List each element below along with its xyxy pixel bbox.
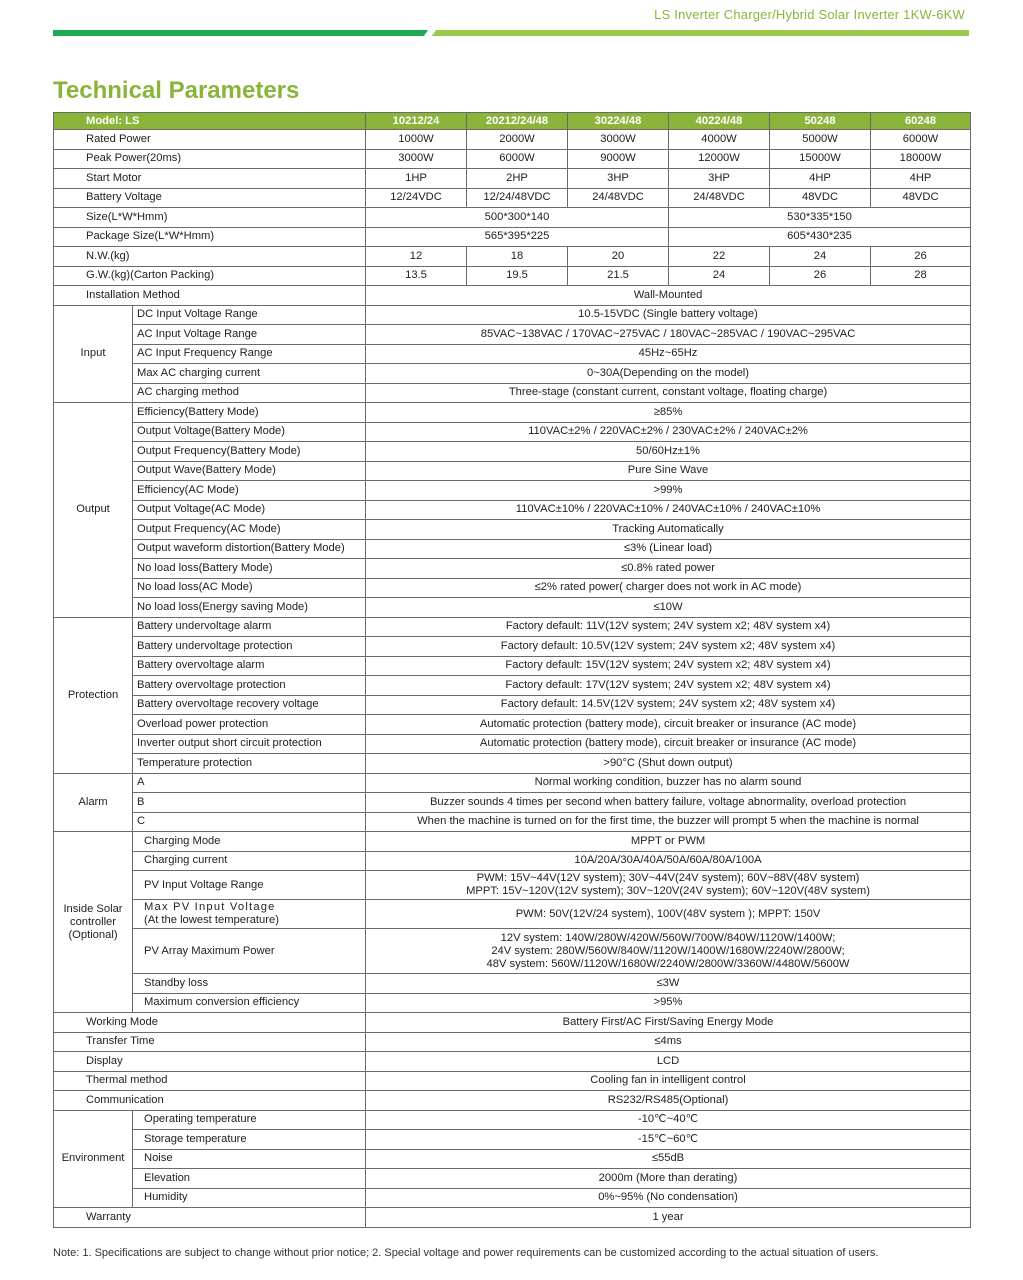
value-cell: 110VAC±2% / 220VAC±2% / 230VAC±2% / 240VAC±2% (366, 422, 971, 442)
value-cell: Factory default: 14.5V(12V system; 24V system x2; 48V system x4) (366, 695, 971, 715)
value-cell: >90°C (Shut down output) (366, 754, 971, 774)
row-label: Output waveform distortion(Battery Mode) (133, 539, 366, 559)
table-row (54, 734, 971, 754)
value-cell: Normal working condition, buzzer has no alarm sound (366, 773, 971, 793)
model-cell: 10212/24 (366, 113, 467, 130)
value-cell: 24 (669, 266, 770, 286)
value-cell: ≤10W (366, 598, 971, 618)
value-line: 12V system: 140W/280W/420W/560W/700W/840W/1120W/1400W; (500, 931, 836, 944)
value-cell: 12/24/48VDC (467, 188, 568, 208)
spec-table (53, 112, 971, 1228)
value-cell: LCD (366, 1052, 971, 1072)
row-label: Transfer Time (54, 1032, 366, 1052)
table-row (54, 227, 971, 247)
value-cell: 6000W (871, 130, 971, 150)
value-cell: ≤55dB (366, 1149, 971, 1169)
value-cell: 50/60Hz±1% (366, 442, 971, 462)
value-cell: Factory default: 17V(12V system; 24V system x2; 48V system x4) (366, 676, 971, 696)
table-row (54, 247, 971, 267)
value-cell: ≤3W (366, 974, 971, 994)
row-label: Noise (133, 1149, 366, 1169)
table-row (54, 286, 971, 306)
table-row (54, 481, 971, 501)
row-label: No load loss(Energy saving Mode) (133, 598, 366, 618)
table-row (54, 754, 971, 774)
row-label: Working Mode (54, 1013, 366, 1033)
value-cell: 28 (871, 266, 971, 286)
row-label: Battery overvoltage protection (133, 676, 366, 696)
value-cell: >99% (366, 481, 971, 501)
row-label: Output Wave(Battery Mode) (133, 461, 366, 481)
group-label-line: Inside Solar (63, 902, 123, 915)
value-cell: 20 (568, 247, 669, 267)
row-label: Display (54, 1052, 366, 1072)
value-cell: Cooling fan in intelligent control (366, 1071, 971, 1091)
value-cell: 3000W (568, 130, 669, 150)
row-label: AC charging method (133, 383, 366, 403)
value-cell: 3HP (568, 169, 669, 189)
value-cell: 3HP (669, 169, 770, 189)
table-row (54, 1032, 971, 1052)
row-label: Installation Method (54, 286, 366, 306)
value-cell: 110VAC±10% / 220VAC±10% / 240VAC±10% / 240VAC±10% (366, 500, 971, 520)
value-cell: When the machine is turned on for the first time, the buzzer will prompt 5 when the machine is normal (366, 812, 971, 832)
table-row (54, 130, 971, 150)
label-line: Max PV Input Voltage (144, 901, 276, 913)
table-row (54, 442, 971, 462)
value-cell: 13.5 (366, 266, 467, 286)
row-label: G.W.(kg)(Carton Packing) (54, 266, 366, 286)
table-row (54, 520, 971, 540)
table-row (54, 1149, 971, 1169)
value-cell: 2000W (467, 130, 568, 150)
value-cell: Automatic protection (battery mode), circuit breaker or insurance (AC mode) (366, 734, 971, 754)
value-cell: Factory default: 11V(12V system; 24V system x2; 48V system x4) (366, 617, 971, 637)
group-label-line: (Optional) (68, 928, 118, 941)
value-cell: 26 (770, 266, 871, 286)
group-label-line: controller (69, 915, 116, 928)
row-label: A (133, 773, 366, 793)
row-label: Efficiency(AC Mode) (133, 481, 366, 501)
row-label: PV Input Voltage Range (133, 871, 366, 900)
value-cell: Wall-Mounted (366, 286, 971, 306)
row-label: Start Motor (54, 169, 366, 189)
table-row (54, 578, 971, 598)
value-cell: 4HP (770, 169, 871, 189)
model-cell: 30224/48 (568, 113, 669, 130)
row-label: Output Frequency(Battery Mode) (133, 442, 366, 462)
table-row (54, 773, 971, 793)
model-label: Model: LS (54, 113, 366, 130)
value-cell: ≤0.8% rated power (366, 559, 971, 579)
value-cell: 1 year (366, 1208, 971, 1228)
value-line: MPPT: 15V~120V(12V system); 30V~120V(24V system); 60V~120V(48V system) (466, 885, 870, 897)
group-label-output: Output (54, 403, 133, 618)
value-cell: 12 (366, 247, 467, 267)
value-cell: 6000W (467, 149, 568, 169)
row-label: PV Array Maximum Power (133, 929, 366, 974)
value-cell: 565*395*225 (366, 227, 669, 247)
table-row (54, 598, 971, 618)
value-cell: 85VAC~138VAC / 170VAC~275VAC / 180VAC~285VAC / 190VAC~295VAC (366, 325, 971, 345)
value-cell: 24/48VDC (568, 188, 669, 208)
row-label: Battery overvoltage recovery voltage (133, 695, 366, 715)
value-cell: 24 (770, 247, 871, 267)
value-cell: Buzzer sounds 4 times per second when battery failure, voltage abnormality, overload protection (366, 793, 971, 813)
table-row (54, 1052, 971, 1072)
group-label-protection: Protection (54, 617, 133, 773)
value-cell: Battery First/AC First/Saving Energy Mode (366, 1013, 971, 1033)
row-label: C (133, 812, 366, 832)
table-row (54, 695, 971, 715)
group-label-alarm: Alarm (54, 773, 133, 832)
table-row (54, 812, 971, 832)
value-cell: 15000W (770, 149, 871, 169)
row-label: B (133, 793, 366, 813)
table-row (54, 656, 971, 676)
model-cell: 20212/24/48 (467, 113, 568, 130)
table-row (54, 715, 971, 735)
row-label: Output Voltage(AC Mode) (133, 500, 366, 520)
table-row (54, 929, 971, 974)
table-row (54, 676, 971, 696)
table-row (54, 1071, 971, 1091)
table-row (54, 1091, 971, 1111)
value-cell: 2000m (More than derating) (366, 1169, 971, 1189)
row-label: No load loss(Battery Mode) (133, 559, 366, 579)
product-line-title: LS Inverter Charger/Hybrid Solar Inverter 1KW-6KW (654, 7, 965, 22)
model-cell: 50248 (770, 113, 871, 130)
value-cell: 4000W (669, 130, 770, 150)
value-cell: 26 (871, 247, 971, 267)
group-label-solar-controller (54, 832, 133, 1013)
row-label: Size(L*W*Hmm) (54, 208, 366, 228)
value-cell: 0~30A(Depending on the model) (366, 364, 971, 384)
header-band-dark (53, 30, 433, 36)
value-cell: 605*430*235 (669, 227, 971, 247)
table-row (54, 1110, 971, 1130)
value-cell: Factory default: 10.5V(12V system; 24V system x2; 48V system x4) (366, 637, 971, 657)
value-line: 48V system: 560W/1120W/1680W/2240W/2800W/3360W/4480W/5600W (486, 957, 850, 970)
model-cell: 40224/48 (669, 113, 770, 130)
value-cell: 24/48VDC (669, 188, 770, 208)
row-label: Temperature protection (133, 754, 366, 774)
table-row (54, 500, 971, 520)
row-label: Communication (54, 1091, 366, 1111)
label-line: (At the lowest temperature) (144, 914, 279, 926)
table-row (54, 900, 971, 929)
table-row (54, 617, 971, 637)
row-label: Efficiency(Battery Mode) (133, 403, 366, 423)
row-label: Battery undervoltage protection (133, 637, 366, 657)
row-label: Output Frequency(AC Mode) (133, 520, 366, 540)
row-label: Package Size(L*W*Hmm) (54, 227, 366, 247)
value-cell: 500*300*140 (366, 208, 669, 228)
value-cell: ≤4ms (366, 1032, 971, 1052)
table-row (54, 1208, 971, 1228)
table-row (54, 993, 971, 1013)
value-cell: 19.5 (467, 266, 568, 286)
row-label: No load loss(AC Mode) (133, 578, 366, 598)
value-cell: MPPT or PWM (366, 832, 971, 852)
table-row (54, 149, 971, 169)
table-row (54, 851, 971, 871)
value-cell: 10.5-15VDC (Single battery voltage) (366, 305, 971, 325)
value-cell: Three-stage (constant current, constant voltage, floating charge) (366, 383, 971, 403)
table-row (54, 1130, 971, 1150)
table-row (54, 1169, 971, 1189)
value-cell (366, 929, 971, 974)
value-cell: >95% (366, 993, 971, 1013)
value-cell: ≥85% (366, 403, 971, 423)
value-cell: PWM: 50V(12V/24 system), 100V(48V system ); MPPT: 150V (366, 900, 971, 929)
row-label: Battery undervoltage alarm (133, 617, 366, 637)
row-label: AC Input Frequency Range (133, 344, 366, 364)
row-label: Max AC charging current (133, 364, 366, 384)
value-cell: Automatic protection (battery mode), circuit breaker or insurance (AC mode) (366, 715, 971, 735)
value-line: PWM: 15V~44V(12V system); 30V~44V(24V system); 60V~88V(48V system) (476, 872, 860, 884)
row-label: Warranty (54, 1208, 366, 1228)
table-row (54, 325, 971, 345)
footnote: Note: 1. Specifications are subject to change without prior notice; 2. Special voltage and power requirements can be customized according to the actual situation of users. (53, 1247, 879, 1259)
group-label-input: Input (54, 305, 133, 403)
value-cell: 45Hz~65Hz (366, 344, 971, 364)
table-row (54, 1013, 971, 1033)
table-row (54, 1188, 971, 1208)
table-row (54, 383, 971, 403)
table-row (54, 559, 971, 579)
page-title: Technical Parameters (53, 77, 300, 104)
model-cell: 60248 (871, 113, 971, 130)
table-row (54, 974, 971, 994)
row-label: Storage temperature (133, 1130, 366, 1150)
table-row (54, 832, 971, 852)
value-cell: 2HP (467, 169, 568, 189)
value-cell: 1HP (366, 169, 467, 189)
table-row (54, 871, 971, 900)
value-cell: 5000W (770, 130, 871, 150)
row-label: Battery Voltage (54, 188, 366, 208)
table-row (54, 364, 971, 384)
table-row (54, 305, 971, 325)
value-cell: 12/24VDC (366, 188, 467, 208)
value-cell: 530*335*150 (669, 208, 971, 228)
table-row (54, 344, 971, 364)
value-cell: -10℃~40℃ (366, 1110, 971, 1130)
row-label: Operating temperature (133, 1110, 366, 1130)
value-cell: 18 (467, 247, 568, 267)
value-cell: 4HP (871, 169, 971, 189)
row-label: Charging Mode (133, 832, 366, 852)
value-cell: 18000W (871, 149, 971, 169)
row-label: Humidity (133, 1188, 366, 1208)
table-row (54, 539, 971, 559)
value-cell: 1000W (366, 130, 467, 150)
table-row (54, 169, 971, 189)
row-label: Peak Power(20ms) (54, 149, 366, 169)
table-row (54, 266, 971, 286)
value-cell: 10A/20A/30A/40A/50A/60A/80A/100A (366, 851, 971, 871)
table-row (54, 422, 971, 442)
row-label: Charging current (133, 851, 366, 871)
value-cell: -15℃~60℃ (366, 1130, 971, 1150)
table-row (54, 793, 971, 813)
value-cell: Tracking Automatically (366, 520, 971, 540)
row-label: Standby loss (133, 974, 366, 994)
row-label: Maximum conversion efficiency (133, 993, 366, 1013)
value-cell: 0%~95% (No condensation) (366, 1188, 971, 1208)
group-label-environment: Environment (54, 1110, 133, 1208)
value-cell: Pure Sine Wave (366, 461, 971, 481)
value-line: 24V system: 280W/560W/840W/1120W/1400W/1680W/2240W/2800W; (491, 944, 845, 957)
row-label: Battery overvoltage alarm (133, 656, 366, 676)
table-row (54, 461, 971, 481)
value-cell: RS232/RS485(Optional) (366, 1091, 971, 1111)
value-cell: 12000W (669, 149, 770, 169)
value-cell: 48VDC (871, 188, 971, 208)
row-label (133, 900, 366, 929)
row-label: Inverter output short circuit protection (133, 734, 366, 754)
value-cell: ≤3% (Linear load) (366, 539, 971, 559)
value-cell (366, 871, 971, 900)
header-band-light (433, 30, 969, 36)
table-row (54, 403, 971, 423)
row-label: DC Input Voltage Range (133, 305, 366, 325)
row-label: Elevation (133, 1169, 366, 1189)
table-header-row (54, 113, 971, 130)
row-label: Output Voltage(Battery Mode) (133, 422, 366, 442)
value-cell: 9000W (568, 149, 669, 169)
table-row (54, 188, 971, 208)
row-label: AC Input Voltage Range (133, 325, 366, 345)
value-cell: ≤2% rated power( charger does not work in AC mode) (366, 578, 971, 598)
row-label: Overload power protection (133, 715, 366, 735)
value-cell: 22 (669, 247, 770, 267)
table-row (54, 208, 971, 228)
value-cell: 21.5 (568, 266, 669, 286)
value-cell: 3000W (366, 149, 467, 169)
row-label: Thermal method (54, 1071, 366, 1091)
value-cell: 48VDC (770, 188, 871, 208)
row-label: N.W.(kg) (54, 247, 366, 267)
value-cell: Factory default: 15V(12V system; 24V system x2; 48V system x4) (366, 656, 971, 676)
row-label: Rated Power (54, 130, 366, 150)
table-row (54, 637, 971, 657)
